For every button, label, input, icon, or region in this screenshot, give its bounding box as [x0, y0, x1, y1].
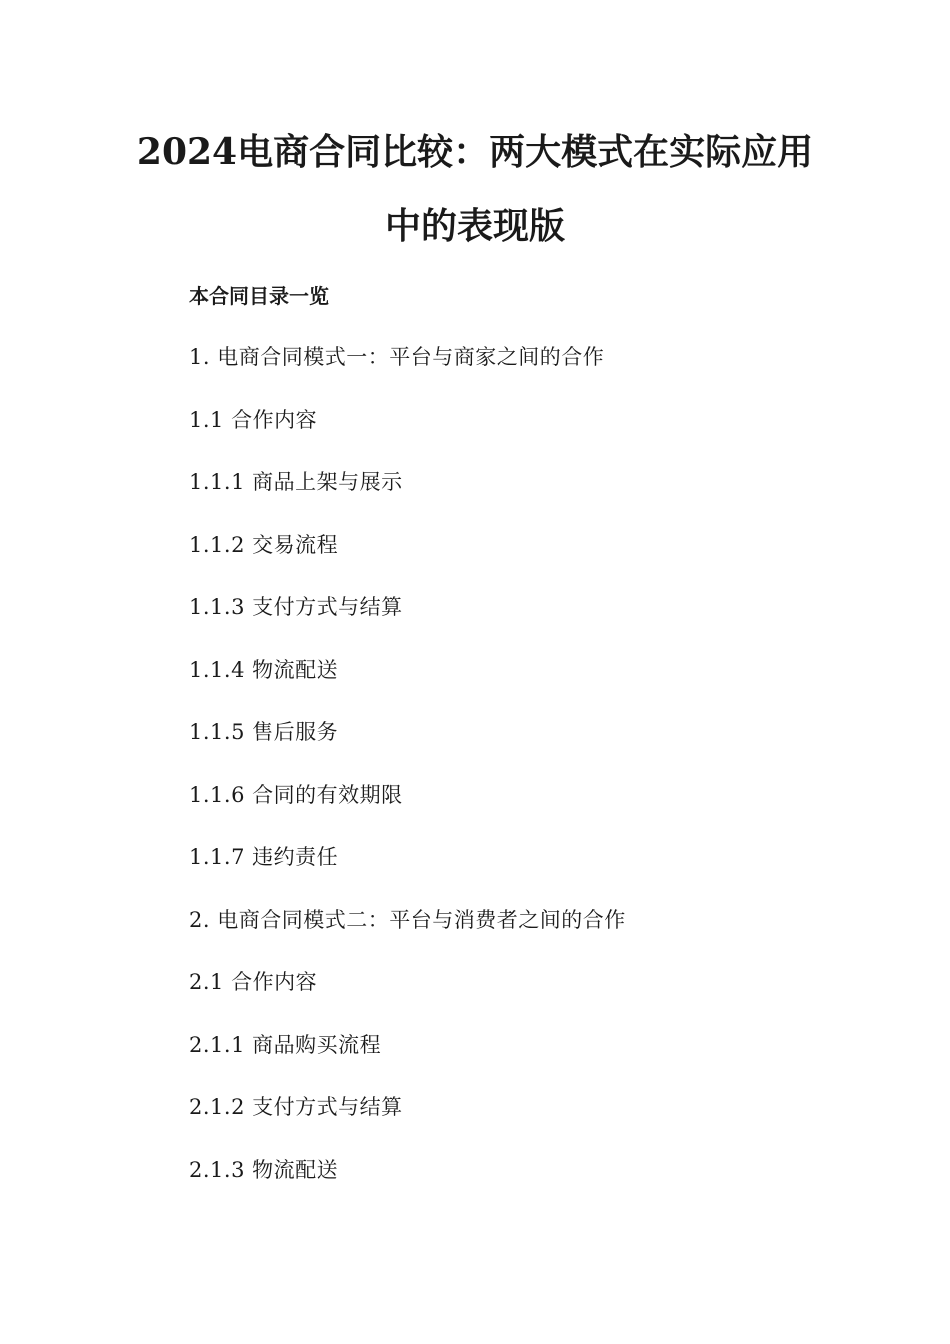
- table-of-contents: [189, 345, 626, 1220]
- toc-item: 1.1.5 售后服务: [189, 720, 339, 744]
- document-title-line-1: 2024电商合同比较：两大模式在实际应用: [136, 131, 814, 173]
- toc-item: 2. 电商合同模式二：平台与消费者之间的合作: [189, 907, 626, 932]
- toc-item: 1.1 合作内容: [189, 407, 318, 432]
- toc-item: 1. 电商合同模式一：平台与商家之间的合作: [189, 345, 605, 369]
- toc-item: 2.1.1 商品购买流程: [189, 1032, 382, 1057]
- toc-item: 1.1.1 商品上架与展示: [189, 470, 403, 494]
- toc-heading: 本合同目录一览: [189, 284, 329, 308]
- toc-item: 2.1.3 物流配送: [189, 1157, 339, 1182]
- toc-item: 1.1.7 违约责任: [189, 845, 339, 869]
- toc-item: 1.1.2 交易流程: [189, 532, 339, 557]
- toc-item: 2.1 合作内容: [189, 970, 318, 994]
- document-title-line-2: 中的表现版: [384, 205, 565, 247]
- toc-item: 1.1.3 支付方式与结算: [189, 595, 403, 619]
- toc-item: 2.1.2 支付方式与结算: [189, 1095, 403, 1119]
- toc-item: 1.1.6 合同的有效期限: [189, 782, 403, 807]
- toc-item: 1.1.4 物流配送: [189, 657, 339, 682]
